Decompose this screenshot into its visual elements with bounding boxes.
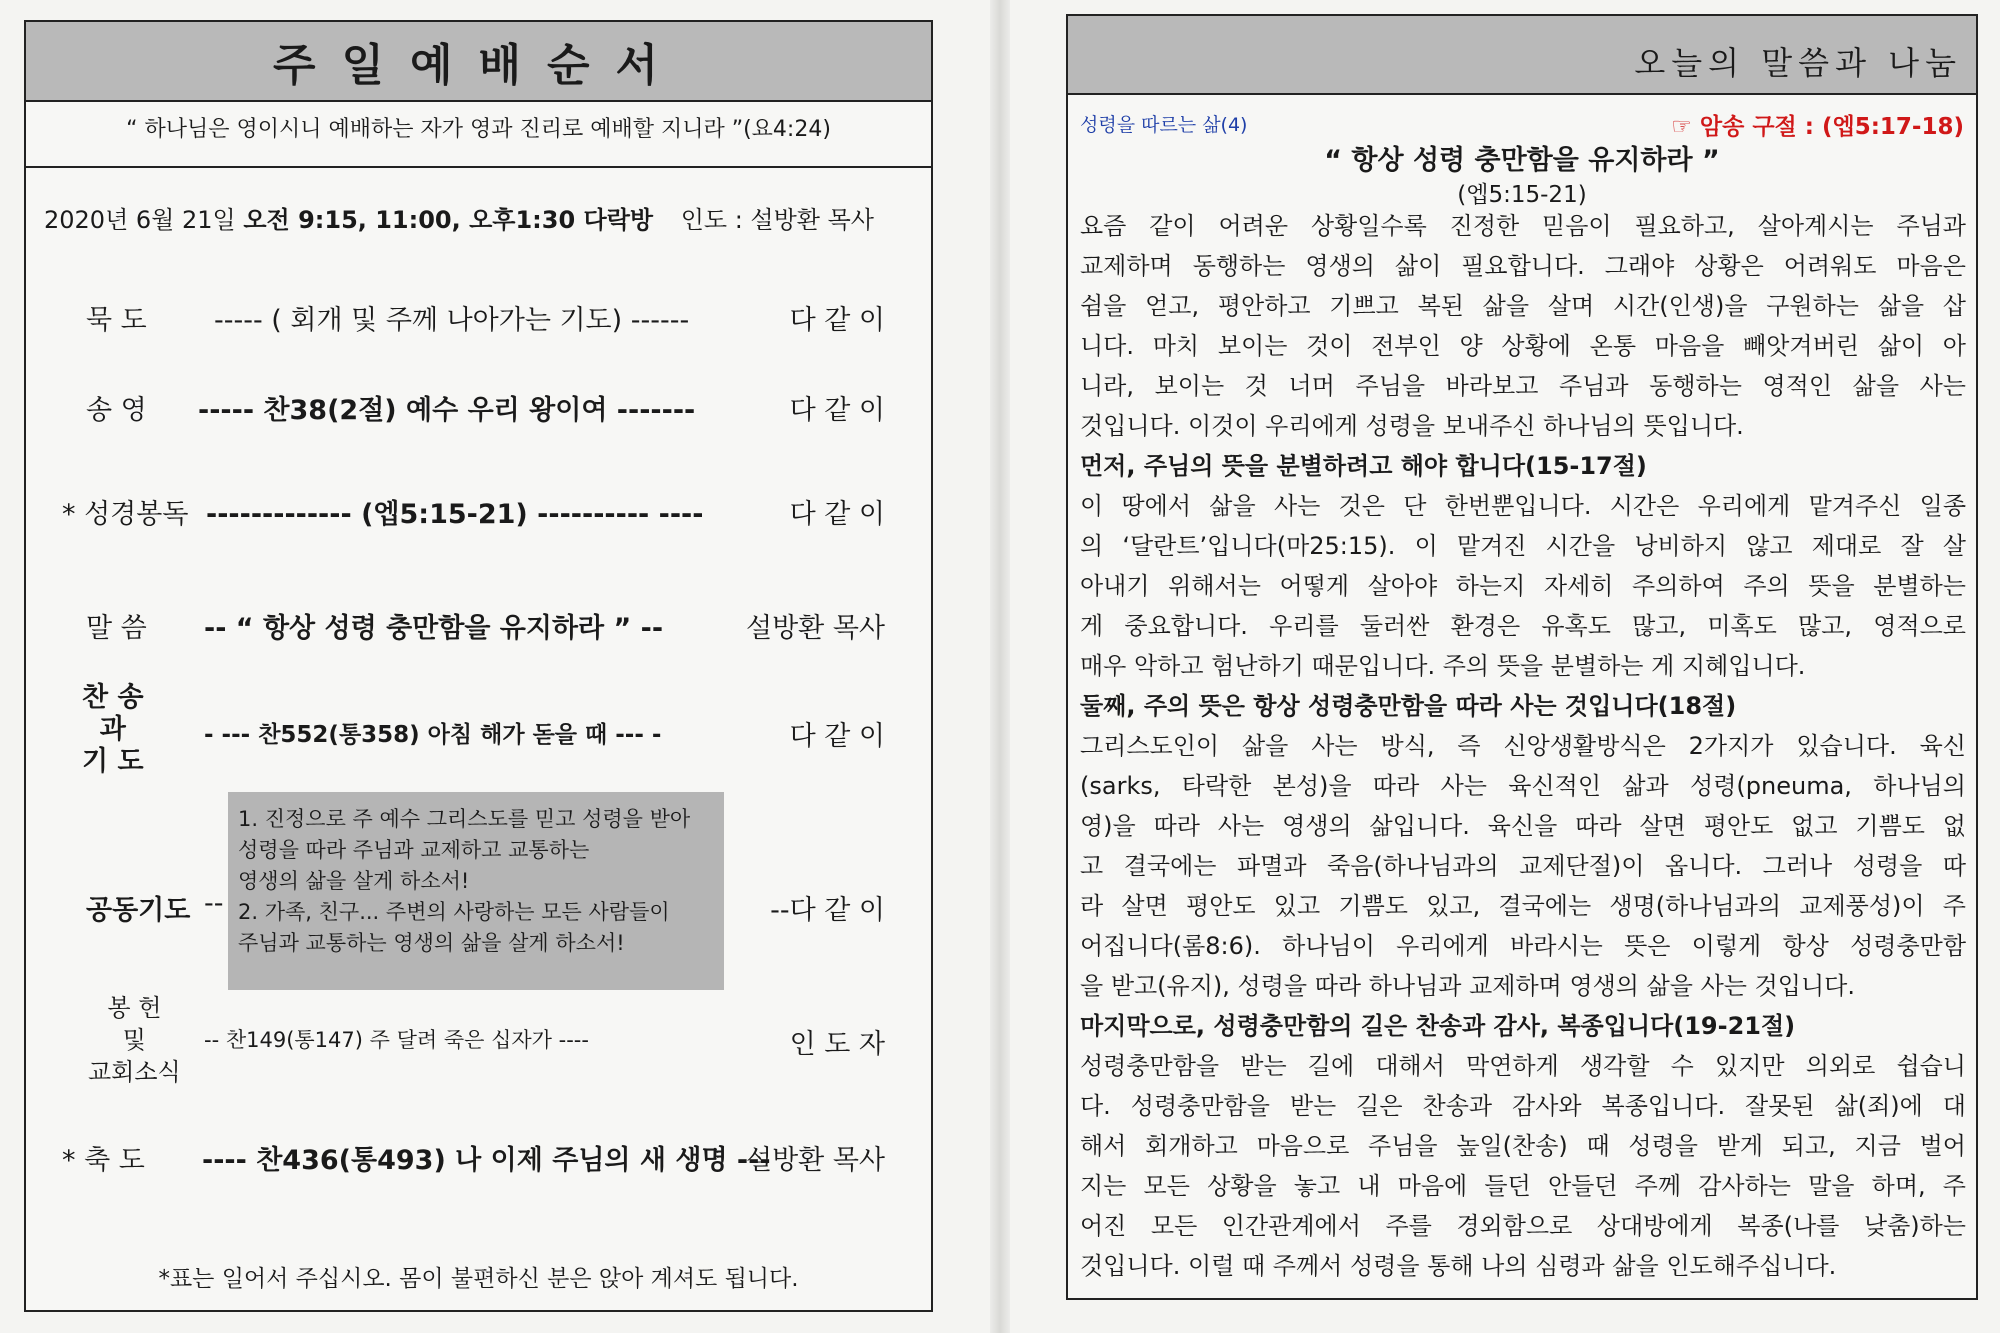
order-detail: ----- ( 회개 및 주께 나아가는 기도) ------ [214, 305, 690, 336]
worship-order-page [24, 20, 933, 1312]
order-label: * 성경봉독 [62, 499, 189, 530]
page-spine [990, 0, 1010, 1333]
sermon-line: 지는 모든 상황을 놓고 내 마음에 들던 안들던 주께 감사하는 말을 하며, 주 [1080, 1172, 1966, 1200]
order-detail: -- 찬149(통147) 주 달려 죽은 십자가 ---- [204, 1028, 589, 1052]
sermon-line: 해서 회개하고 마음으로 주님을 높일(찬송) 때 성령을 받게 되고, 지금 벌어 [1080, 1132, 1966, 1160]
sermon-heading: 둘째, 주의 뜻은 항상 성령충만함을 따라 사는 것입니다(18절) [1080, 692, 1737, 720]
service-times: 오전 9:15, 11:00, 오후1:30 다락방 [243, 206, 654, 234]
prayer-line: 1. 진정으로 주 예수 그리스도를 믿고 성령을 받아 [238, 807, 691, 831]
order-label: 말 씀 [86, 613, 147, 644]
sermon-line: 다. 성령충만함을 받는 길은 찬송과 감사와 복종입니다. 잘못된 삶(죄)에 대 [1080, 1092, 1966, 1120]
prayer-line: 영생의 삶을 살게 하소서! [238, 869, 470, 893]
worship-order-title: 주일예배순서 [272, 40, 685, 91]
sermon-line: 성령충만함을 받는 길에 대해서 막연하게 생각할 수 있지만 의외로 쉽습니 [1080, 1052, 1966, 1080]
sermon-line: 니라, 보이는 것 너머 주님을 바라보고 주님과 동행하는 영적인 삶을 사는 [1080, 372, 1966, 400]
sermon-line: 어진 모든 인간관계에서 주를 경외함으로 상대방에게 복종(나를 낮춤)하는 [1080, 1212, 1966, 1240]
order-label [88, 992, 181, 1088]
sermon-line: 것입니다. 이럴 때 주께서 성령을 통해 나의 심령과 삶을 인도해주십니다. [1080, 1252, 1837, 1280]
sermon-title: “ 항상 성령 충만함을 유지하라 ” [1324, 145, 1720, 176]
series-label: 성령을 따르는 삶(4) [1080, 114, 1248, 136]
sermon-header [1068, 16, 1976, 95]
prayer-line: 성령을 따라 주님과 교제하고 교통하는 [238, 838, 590, 862]
order-label [82, 682, 144, 778]
memory-verse: ☞ 암송 구절 : (엡5:17-18) [1671, 114, 1964, 140]
sermon-header-title: 오늘의 말씀과 나눔 [1634, 44, 1962, 82]
order-label-line: 및 [122, 1026, 146, 1054]
sermon-heading: 먼저, 주님의 뜻을 분별하려고 해야 합니다(15-17절) [1080, 452, 1647, 480]
sermon-line: 라 살면 평안도 있고 기쁨도 있고, 결국에는 생명(하나님과의 교제풍성)이 주 [1080, 892, 1966, 920]
sermon-line: 게 중요합니다. 우리를 둘러싼 환경은 유혹도 많고, 미혹도 많고, 영적으로 [1080, 612, 1966, 640]
sermon-page [1066, 14, 1978, 1300]
order-detail: ----- 찬38(2절) 예수 우리 왕이여 ------- [198, 395, 696, 426]
sermon-line: 이 땅에서 삶을 사는 것은 단 한번뿐입니다. 시간은 우리에게 맡겨주신 일종 [1080, 492, 1966, 520]
order-detail: -- “ 항상 성령 충만함을 유지하라 ” -- [204, 613, 664, 644]
sermon-line: 쉼을 얻고, 평안하고 기쁘고 복된 삶을 살며 시간(인생)을 구원하는 삶을 삽 [1080, 292, 1966, 320]
sermon-line: (sarks, 타락한 본성)을 따라 사는 육신적인 삶과 성령(pneuma, 하나님의 [1080, 772, 1966, 800]
order-leader: 다 같 이 [789, 721, 885, 752]
sermon-line: 그리스도인이 삶을 사는 방식, 즉 신앙생활방식은 2가지가 있습니다. 육신 [1080, 732, 1966, 760]
sermon-heading: 마지막으로, 성령충만함의 길은 찬송과 감사, 복종입니다(19-21절) [1080, 1012, 1796, 1040]
divider [26, 166, 931, 168]
order-leader: --다 같 이 [770, 895, 885, 926]
order-leader: 다 같 이 [789, 305, 885, 336]
order-detail: ---- 찬436(통493) 나 이제 주님의 새 생명 --- [202, 1145, 771, 1176]
order-leader: 설방환 목사 [746, 1145, 885, 1176]
service-leader: 인도 : 설방환 목사 [680, 206, 874, 234]
sermon-line: 고 결국에는 파멸과 죽음(하나님과의 교제단절)이 옵니다. 그러나 성령을 따 [1080, 852, 1966, 880]
order-detail: - --- 찬552(통358) 아침 해가 돋을 때 --- - [204, 722, 662, 748]
order-label: 묵 도 [86, 305, 147, 336]
sermon-reference: (엡5:15-21) [1457, 182, 1587, 208]
sermon-line: 교제하며 동행하는 영생의 삶이 필요합니다. 그래야 상황은 어려워도 마음은 [1080, 252, 1966, 280]
order-label-line: 봉 헌 [107, 994, 162, 1022]
sermon-line: 아내기 위해서는 어떻게 살아야 하는지 자세히 주의하여 주의 뜻을 분별하는 [1080, 572, 1966, 600]
service-date: 2020년 6월 21일 [44, 206, 236, 234]
worship-order-header [26, 22, 931, 102]
order-leader: 다 같 이 [789, 499, 885, 530]
sermon-line: 을 받고(유지), 성령을 따라 하나님과 교제하며 영생의 삶을 사는 것입니다. [1080, 972, 1855, 1000]
sermon-line: 의 ‘달란트’입니다(마25:15). 이 맡겨진 시간을 낭비하지 않고 제대로 잘 살 [1080, 532, 1966, 560]
service-date-line [44, 200, 874, 235]
sermon-line: 니다. 마치 보이는 것이 전부인 양 상황에 온통 마음을 빼앗겨버린 삶이 아 [1080, 332, 1966, 360]
prayer-line: 주님과 교통하는 영생의 삶을 살게 하소서! [238, 931, 625, 955]
order-leader: 다 같 이 [789, 395, 885, 426]
order-label-line: 찬 송 [82, 682, 144, 713]
order-leader: 설방환 목사 [746, 613, 885, 644]
theme-verse: “ 하나님은 영이시니 예배하는 자가 영과 진리로 예배할 지니라 ”(요4:24) [126, 117, 831, 142]
sermon-line: 것입니다. 이것이 우리에게 성령을 보내주신 하나님의 뜻입니다. [1080, 412, 1744, 440]
order-label-line: 교회소식 [88, 1058, 181, 1086]
order-label-line: 과 [99, 714, 126, 745]
order-detail: -- [204, 888, 224, 919]
prayer-line: 2. 가족, 친구... 주변의 사랑하는 모든 사람들이 [238, 900, 670, 924]
sermon-line: 어집니다(롬8:6). 하나님이 우리에게 바라시는 뜻은 이렇게 항상 성령충만함 [1080, 932, 1966, 960]
footnote: *표는 일어서 주십시오. 몸이 불편하신 분은 앉아 계셔도 됩니다. [158, 1266, 799, 1292]
sermon-line: 영)을 따라 사는 영생의 삶입니다. 육신을 따라 살면 평안도 없고 기쁨도 없 [1080, 812, 1966, 840]
order-label: 송 영 [86, 395, 147, 426]
order-detail: ------------- (엡5:15-21) ---------- ---- [206, 499, 704, 530]
order-label: * 축 도 [62, 1145, 145, 1176]
order-leader: 인 도 자 [789, 1029, 885, 1060]
sermon-line: 요즘 같이 어려운 상황일수록 진정한 믿음이 필요하고, 살아계시는 주님과 [1080, 212, 1966, 240]
sermon-body [1080, 206, 1966, 1286]
order-label-line: 기 도 [82, 746, 144, 777]
order-label: 공동기도 [86, 895, 191, 926]
common-prayer-box [228, 792, 724, 990]
sermon-line: 매우 악하고 험난하기 때문입니다. 주의 뜻을 분별하는 게 지혜입니다. [1080, 652, 1806, 680]
